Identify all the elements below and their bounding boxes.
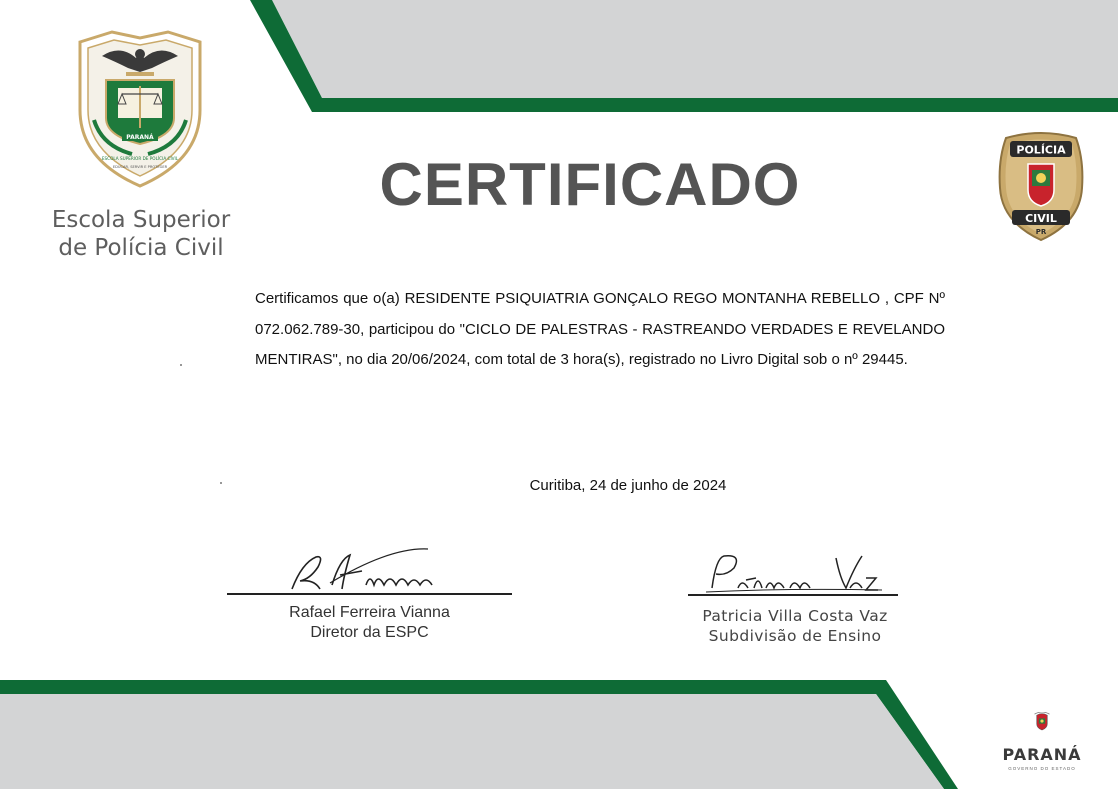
- badge-bottom-text: CIVIL: [1025, 212, 1057, 225]
- decorative-dot: [220, 482, 222, 484]
- signature-line-1: [227, 593, 512, 595]
- parana-coat-of-arms-icon: [996, 712, 1088, 746]
- bottom-gray-band: [0, 694, 944, 789]
- certificate-title: CERTIFICADO: [379, 151, 801, 218]
- badge-top-text: POLÍCIA: [1016, 143, 1066, 157]
- policia-civil-badge: [996, 130, 1086, 242]
- seal-motto-text: EDUCAR, SERVIR E PROTEGER: [112, 165, 168, 169]
- certificate-body: Certificamos que o(a) RESIDENTE PSIQUIATRIA GONÇALO REGO MONTANHA REBELLO , CPF Nº 072.062.789-30, participou do "CICLO DE PALESTRAS - RASTREANDO VERDADES E REVELANDO MENTIRAS", no dia 20/06/2024, com total de 3 hora(s), registrado no Livro Digital sob o nº 29445.: [255, 290, 945, 368]
- signer-2-role: Subdivisão de Ensino: [708, 627, 882, 645]
- school-name-line1: Escola Superior: [51, 207, 231, 233]
- parana-wordmark: PARANÁ: [1002, 745, 1082, 764]
- parana-government-text: GOVERNO DO ESTADO: [1008, 766, 1076, 771]
- signature-patricia: [700, 548, 890, 600]
- signer-1-role: Diretor da ESPC: [310, 624, 429, 641]
- top-gray-band: [272, 0, 1118, 98]
- badge-state-text: PR: [1035, 228, 1047, 236]
- place-date: Curitiba, 24 de junho de 2024: [529, 477, 727, 494]
- school-name-line2: de Polícia Civil: [58, 235, 224, 261]
- seal-ribbon-text: PARANÁ: [126, 134, 154, 141]
- signature-rafael: [270, 545, 460, 597]
- signer-2: [660, 606, 930, 646]
- signer-1-name: Rafael Ferreira Vianna: [289, 604, 450, 621]
- seal-ring-text: ESCOLA SUPERIOR DE POLÍCIA CIVIL: [101, 156, 179, 161]
- signer-2-name: Patricia Villa Costa Vaz: [702, 607, 888, 625]
- school-name: [36, 206, 246, 262]
- school-seal-logo: [72, 28, 208, 190]
- signer-1: [227, 603, 512, 643]
- decorative-dot: [180, 364, 182, 366]
- signature-line-2: [688, 594, 898, 596]
